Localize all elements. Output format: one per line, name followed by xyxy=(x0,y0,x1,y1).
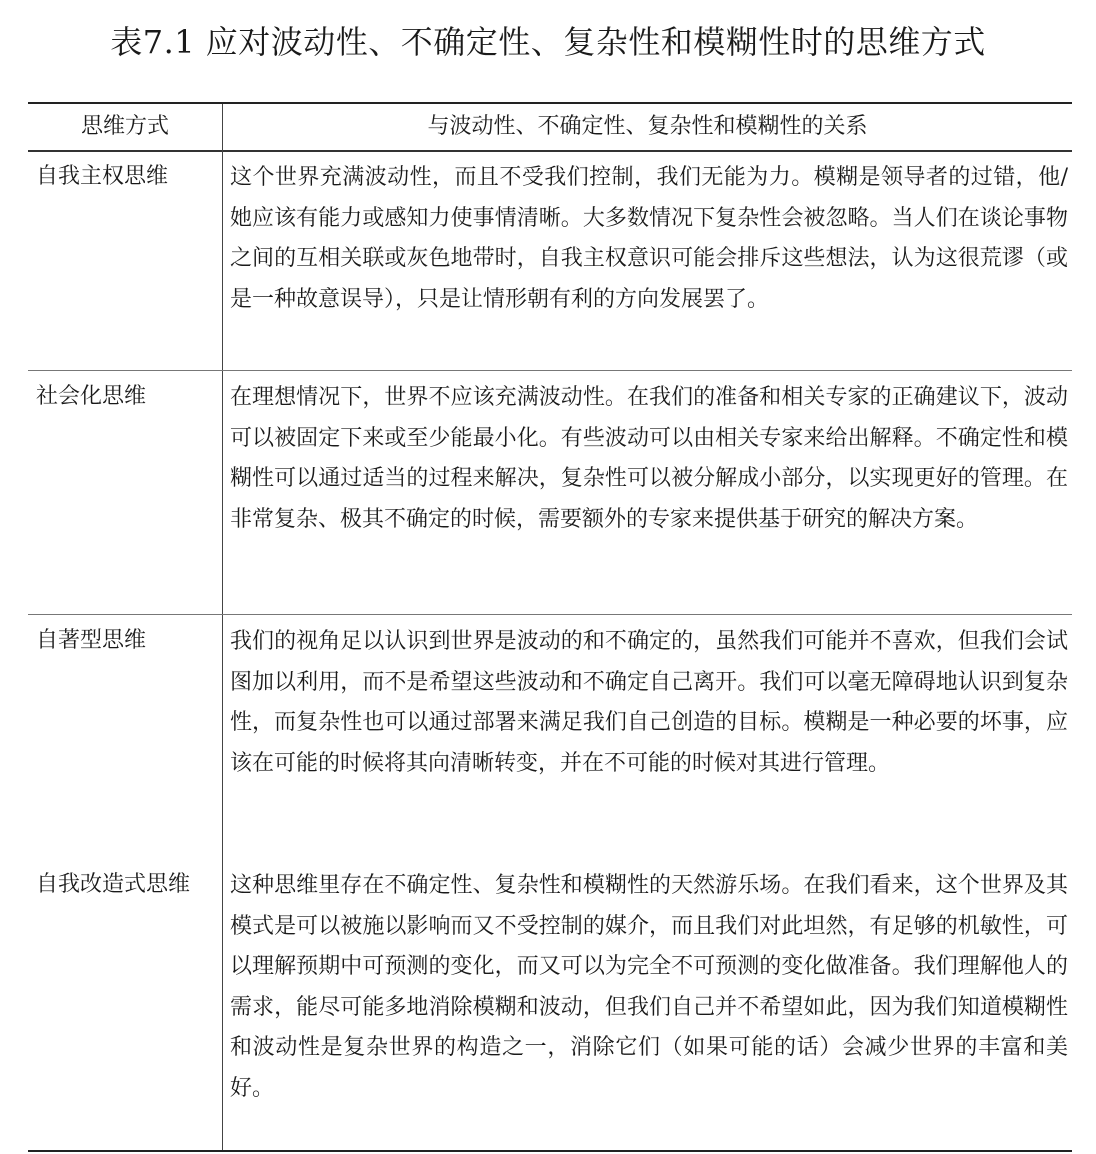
table-title: 表7.1 应对波动性、不确定性、复杂性和模糊性时的思维方式 xyxy=(110,23,986,61)
table-bottom-rule xyxy=(28,1150,1072,1152)
header-rule xyxy=(28,150,1072,152)
column-divider xyxy=(222,104,223,1152)
header-mode: 思维方式 xyxy=(80,114,169,139)
thinking-modes-table xyxy=(28,102,1072,1154)
row-divider xyxy=(28,614,1072,615)
row-text-self-sovereign: 这个世界充满波动性，而且不受我们控制，我们无能为力。模糊是领导者的过错，他/她应该有能力或感知力使事情清晰。大多数情况下复杂性会被忽略。当人们在谈论事物之间的互相关联或灰色地带时，自我主权意识可能会排斥这些想法，认为这很荒谬（或是一种故意误导），只是让情形朝有利的方向发展罢了。 xyxy=(230,165,1068,312)
row-text-self-authoring: 我们的视角足以认识到世界是波动的和不确定的，虽然我们可能并不喜欢，但我们会试图加以利用，而不是希望这些波动和不确定自己离开。我们可以毫无障碍地认识到复杂性，而复杂性也可以通过部署来满足我们自己创造的目标。模糊是一种必要的坏事，应该在可能的时候将其向清晰转变，并在不可能的时候对其进行管理。 xyxy=(230,629,1068,776)
row-label-self-transforming: 自我改造式思维 xyxy=(36,872,191,897)
row-label-socialized: 社会化思维 xyxy=(36,384,147,409)
table-top-rule xyxy=(28,102,1072,104)
header-relation: 与波动性、不确定性、复杂性和模糊性的关系 xyxy=(427,114,868,139)
row-text-socialized: 在理想情况下，世界不应该充满波动性。在我们的准备和相关专家的正确建议下，波动可以被固定下来或至少能最小化。有些波动可以由相关专家来给出解释。不确定性和模糊性可以通过适当的过程来解决，复杂性可以被分解成小部分，以实现更好的管理。在非常复杂、极其不确定的时候，需要额外的专家来提供基于研究的解决方案。 xyxy=(230,385,1068,532)
row-label-self-authoring: 自著型思维 xyxy=(36,628,147,653)
row-divider xyxy=(28,370,1072,371)
row-label-self-sovereign: 自我主权思维 xyxy=(36,164,169,189)
row-text-self-transforming: 这种思维里存在不确定性、复杂性和模糊性的天然游乐场。在我们看来，这个世界及其模式是可以被施以影响而又不受控制的媒介，而且我们对此坦然，有足够的机敏性，可以理解预期中可预测的变化，而又可以为完全不可预测的变化做准备。我们理解他人的需求，能尽可能多地消除模糊和波动，但我们自己并不希望如此，因为我们知道模糊性和波动性是复杂世界的构造之一，消除它们（如果可能的话）会减少世界的丰富和美好。 xyxy=(230,873,1068,1101)
